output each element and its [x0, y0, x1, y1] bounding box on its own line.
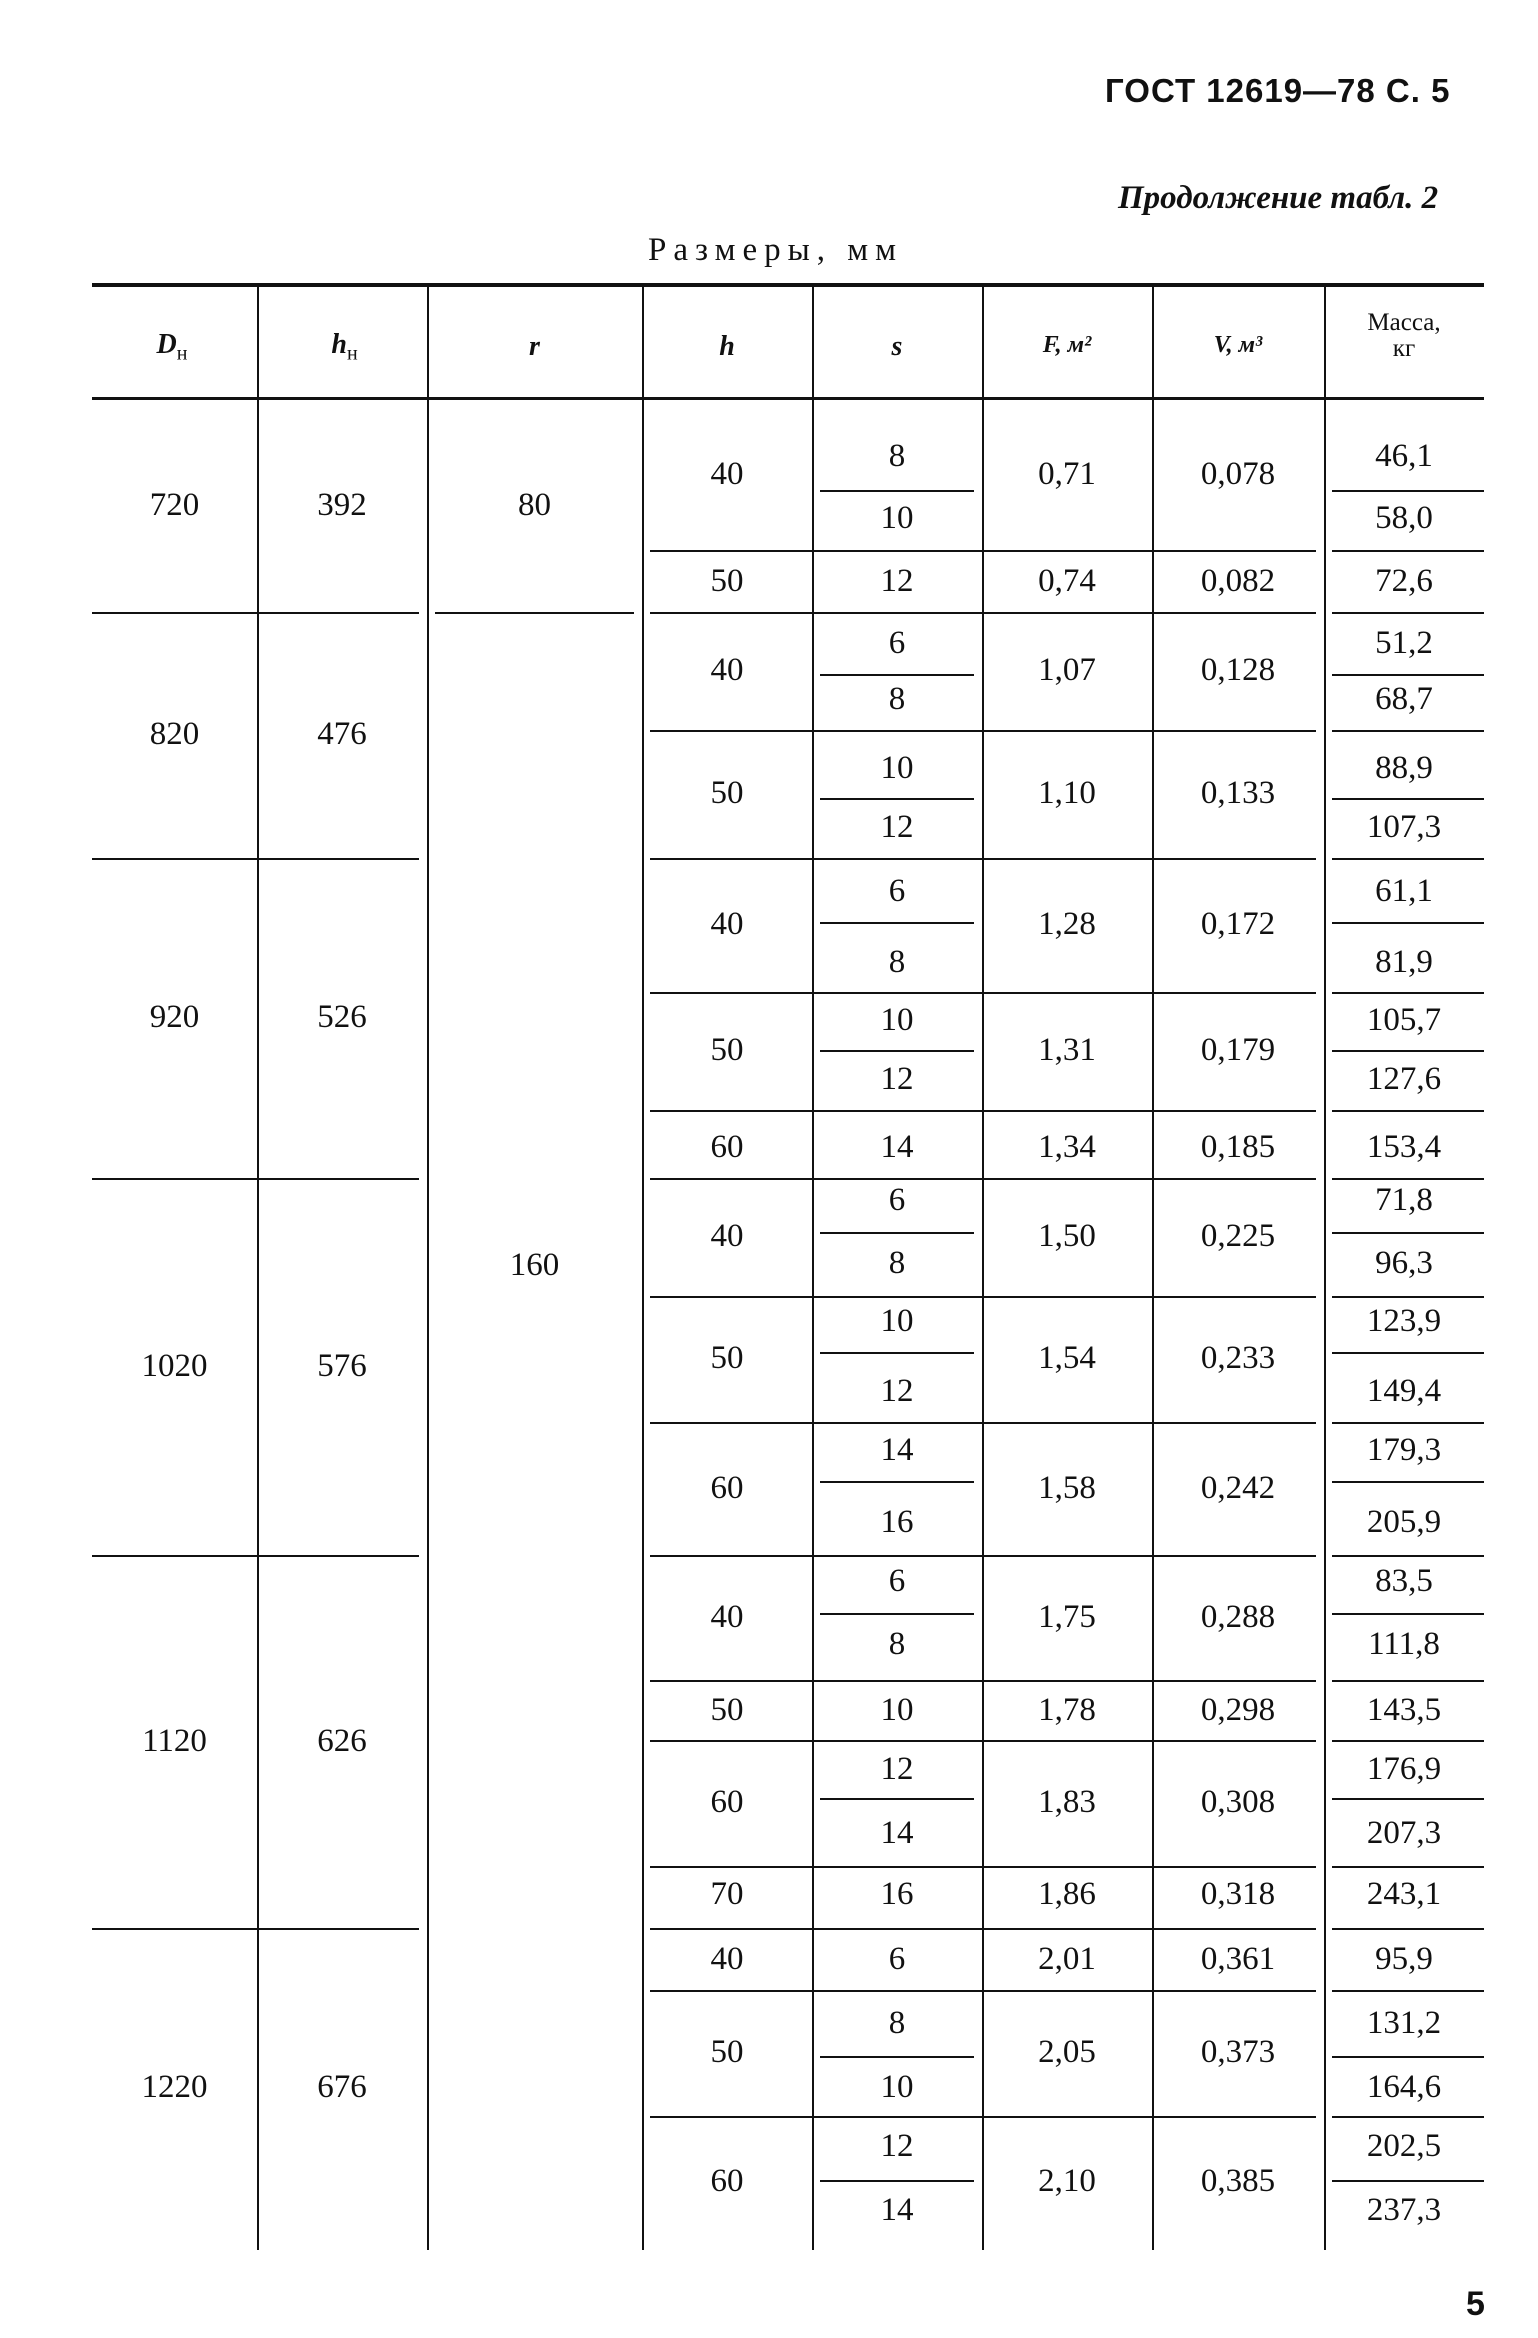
cell-area-f: 2,10 [1038, 2163, 1096, 2199]
cell-h: 70 [710, 1876, 744, 1912]
cell-mass: 111,8 [1368, 1626, 1440, 1662]
cell-area-f: 1,75 [1038, 1598, 1096, 1635]
h-group-rule [650, 612, 1316, 614]
cell-wall-s: 12 [880, 2128, 914, 2164]
cell-r: 160 [509, 1247, 560, 1284]
standard-header: ГОСТ 12619—78 С. 5 [1105, 72, 1451, 109]
cell-mass: 81,9 [1375, 944, 1433, 980]
cell-wall-s: 16 [880, 1876, 914, 1912]
cell-area-f: 1,34 [1038, 1129, 1096, 1165]
cell-wall-s: 16 [880, 1504, 914, 1540]
cell-volume-v: 0,385 [1200, 2163, 1276, 2199]
mass-row-rule [1332, 490, 1484, 492]
cell-wall-s: 10 [880, 750, 914, 786]
s-row-rule [820, 1798, 974, 1800]
cell-mass: 96,3 [1375, 1245, 1433, 1281]
s-row-rule [820, 2056, 974, 2058]
mass-row-rule [1332, 798, 1484, 800]
table-header-rule [92, 397, 1484, 400]
mass-row-rule [1332, 612, 1484, 614]
column-divider [812, 283, 814, 2250]
s-row-rule [820, 1296, 974, 1298]
cell-h: 40 [710, 652, 744, 688]
s-row-rule [820, 612, 974, 614]
cell-volume-v: 0,373 [1200, 2034, 1276, 2070]
cell-volume-v: 0,318 [1200, 1876, 1276, 1912]
cell-mass: 243,1 [1366, 1876, 1442, 1912]
s-row-rule [820, 1110, 974, 1112]
cell-h: 40 [710, 1598, 744, 1635]
cell-volume-v: 0,288 [1200, 1598, 1276, 1635]
mass-row-rule [1332, 2056, 1484, 2058]
cell-volume-v: 0,179 [1200, 1032, 1276, 1068]
column-divider [257, 283, 259, 2250]
cell-wall-s: 14 [880, 1129, 914, 1165]
dn-group-rule [92, 858, 419, 860]
page-number: 5 [1466, 2285, 1485, 2323]
col-header-hn: $h_н$ [331, 329, 358, 365]
cell-wall-s: 10 [880, 1303, 914, 1339]
cell-wall-s: 10 [880, 2069, 914, 2105]
cell-h: 40 [710, 906, 744, 942]
col-header-dn: $D_н$ [156, 329, 188, 365]
cell-r: 80 [518, 487, 551, 523]
cell-mass: 205,9 [1366, 1504, 1442, 1540]
cell-area-f: 1,10 [1038, 775, 1096, 811]
s-row-rule [820, 1178, 974, 1180]
mass-row-rule [1332, 550, 1484, 552]
col-header-mass: Масса, кг [1367, 309, 1441, 363]
mass-row-rule [1332, 1613, 1484, 1615]
cell-wall-s: 8 [888, 681, 906, 717]
cell-mass: 149,4 [1366, 1373, 1442, 1409]
h-group-rule [650, 1296, 1316, 1298]
col-header-h: h [719, 331, 735, 362]
cell-volume-v: 0,133 [1200, 775, 1276, 811]
cell-mass: 237,3 [1366, 2192, 1442, 2228]
col-header-v: V, м³ [1213, 332, 1263, 358]
cell-h: 50 [710, 1692, 744, 1728]
h-group-rule [650, 1110, 1316, 1112]
cell-h: 50 [710, 1032, 744, 1068]
cell-wall-s: 10 [880, 1002, 914, 1038]
cell-mass: 95,9 [1375, 1941, 1433, 1977]
h-group-rule [650, 1422, 1316, 1424]
h-group-rule [650, 1740, 1316, 1742]
mass-row-rule [1332, 1352, 1484, 1354]
cell-mass: 83,5 [1375, 1563, 1433, 1599]
cell-volume-v: 0,082 [1200, 563, 1276, 599]
mass-row-rule [1332, 1990, 1484, 1992]
cell-wall-s: 8 [888, 1245, 906, 1281]
cell-area-f: 1,07 [1038, 652, 1096, 688]
cell-mass: 164,6 [1366, 2069, 1442, 2105]
s-row-rule [820, 1481, 974, 1483]
cell-mass: 61,1 [1375, 873, 1433, 909]
cell-h: 60 [710, 1469, 744, 1506]
cell-area-f: 1,31 [1038, 1032, 1096, 1068]
dn-group-rule [92, 1178, 419, 1180]
s-row-rule [820, 2180, 974, 2182]
mass-row-rule [1332, 1798, 1484, 1800]
cell-dn: 1120 [142, 1722, 207, 1759]
h-group-rule [650, 1555, 1316, 1557]
cell-wall-s: 8 [888, 1626, 906, 1662]
dn-group-rule [92, 1555, 419, 1557]
mass-row-rule [1332, 1050, 1484, 1052]
cell-area-f: 1,83 [1038, 1784, 1096, 1820]
mass-row-rule [1332, 2116, 1484, 2118]
cell-volume-v: 0,172 [1200, 906, 1276, 942]
col-header-f: F, м² [1042, 332, 1092, 358]
s-row-rule [820, 674, 974, 676]
sizes-caption: Размеры, мм [648, 232, 904, 268]
cell-area-f: 0,74 [1038, 563, 1096, 599]
s-row-rule [820, 730, 974, 732]
s-row-rule [820, 1680, 974, 1682]
mass-row-rule [1332, 922, 1484, 924]
s-row-rule [820, 490, 974, 492]
cell-area-f: 1,58 [1038, 1469, 1096, 1506]
cell-wall-s: 12 [880, 809, 914, 845]
cell-volume-v: 0,128 [1200, 652, 1276, 688]
mass-row-rule [1332, 674, 1484, 676]
cell-h: 60 [710, 1129, 744, 1165]
cell-mass: 51,2 [1375, 625, 1433, 661]
h-group-rule [650, 1178, 1316, 1180]
cell-mass: 131,2 [1366, 2005, 1442, 2041]
cell-wall-s: 14 [880, 1432, 914, 1468]
s-row-rule [820, 922, 974, 924]
s-row-rule [820, 992, 974, 994]
cell-area-f: 1,50 [1038, 1218, 1096, 1254]
s-row-rule [820, 1928, 974, 1930]
dn-group-rule [92, 612, 419, 614]
cell-hn: 392 [317, 487, 367, 523]
h-group-rule [650, 1680, 1316, 1682]
cell-wall-s: 6 [888, 1563, 906, 1599]
h-group-rule [650, 1866, 1316, 1868]
cell-mass: 46,1 [1375, 438, 1433, 474]
s-row-rule [820, 1555, 974, 1557]
cell-volume-v: 0,308 [1200, 1784, 1276, 1820]
cell-dn: 1020 [141, 1347, 208, 1384]
column-divider [427, 283, 429, 2250]
cell-volume-v: 0,225 [1200, 1218, 1276, 1254]
mass-row-rule [1332, 1232, 1484, 1234]
cell-mass: 123,9 [1366, 1303, 1442, 1339]
cell-mass: 143,5 [1366, 1692, 1442, 1728]
mass-row-rule [1332, 1422, 1484, 1424]
cell-hn: 626 [317, 1722, 367, 1759]
cell-mass: 107,3 [1366, 809, 1442, 845]
mass-row-rule [1332, 1555, 1484, 1557]
s-row-rule [820, 1232, 974, 1234]
cell-h: 50 [710, 2034, 744, 2070]
cell-wall-s: 8 [888, 944, 906, 980]
cell-mass: 176,9 [1366, 1751, 1442, 1787]
h-group-rule [650, 2116, 1316, 2118]
cell-area-f: 0,71 [1038, 456, 1096, 492]
column-divider [982, 283, 984, 2250]
cell-mass: 105,7 [1366, 1002, 1442, 1038]
h-group-rule [650, 1990, 1316, 1992]
cell-hn: 476 [317, 716, 367, 752]
h-group-rule [650, 992, 1316, 994]
cell-hn: 526 [317, 999, 367, 1035]
cell-dn: 920 [149, 999, 200, 1035]
col-header-s: s [891, 331, 903, 362]
cell-dn: 1220 [141, 2069, 208, 2105]
cell-volume-v: 0,233 [1200, 1340, 1276, 1376]
cell-volume-v: 0,078 [1200, 456, 1276, 492]
cell-mass: 72,6 [1375, 563, 1433, 599]
cell-hn: 576 [317, 1347, 367, 1384]
cell-h: 40 [710, 456, 744, 492]
h-group-rule [650, 858, 1316, 860]
cell-wall-s: 10 [880, 500, 914, 536]
cell-volume-v: 0,298 [1200, 1692, 1276, 1728]
mass-row-rule [1332, 992, 1484, 994]
cell-wall-s: 12 [880, 1061, 914, 1097]
mass-row-rule [1332, 2180, 1484, 2182]
cell-area-f: 1,78 [1038, 1692, 1096, 1728]
cell-h: 50 [710, 563, 744, 599]
cell-mass: 71,8 [1375, 1182, 1433, 1218]
mass-row-rule [1332, 1110, 1484, 1112]
h-group-rule [650, 730, 1316, 732]
cell-mass: 88,9 [1375, 750, 1433, 786]
col-header-r: r [529, 331, 540, 362]
cell-h: 60 [710, 2163, 744, 2199]
cell-hn: 676 [317, 2069, 367, 2105]
cell-h: 40 [710, 1941, 744, 1977]
cell-wall-s: 12 [880, 563, 914, 599]
cell-dn: 820 [149, 716, 200, 752]
cell-wall-s: 8 [888, 2005, 906, 2041]
r-group-rule [435, 612, 634, 614]
cell-wall-s: 6 [888, 873, 906, 909]
s-row-rule [820, 1866, 974, 1868]
cell-mass: 179,3 [1366, 1432, 1442, 1468]
s-row-rule [820, 2116, 974, 2118]
mass-row-rule [1332, 1740, 1484, 1742]
cell-volume-v: 0,185 [1200, 1129, 1276, 1165]
s-row-rule [820, 1352, 974, 1354]
cell-mass: 58,0 [1375, 500, 1433, 536]
cell-wall-s: 14 [880, 1815, 914, 1851]
cell-area-f: 2,05 [1038, 2034, 1096, 2070]
column-divider [642, 283, 644, 2250]
mass-row-rule [1332, 1928, 1484, 1930]
cell-mass: 202,5 [1366, 2128, 1442, 2164]
cell-h: 50 [710, 775, 744, 811]
s-row-rule [820, 1990, 974, 1992]
cell-mass: 153,4 [1366, 1129, 1442, 1165]
s-row-rule [820, 1422, 974, 1424]
mass-row-rule [1332, 858, 1484, 860]
cell-volume-v: 0,361 [1200, 1941, 1276, 1977]
dn-group-rule [92, 1928, 419, 1930]
cell-h: 40 [710, 1218, 744, 1254]
cell-wall-s: 12 [880, 1751, 914, 1787]
s-row-rule [820, 1050, 974, 1052]
cell-wall-s: 8 [888, 438, 906, 474]
cell-wall-s: 6 [888, 1182, 906, 1218]
cell-wall-s: 12 [880, 1373, 914, 1409]
table-top-rule [92, 283, 1484, 287]
s-row-rule [820, 1740, 974, 1742]
s-row-rule [820, 550, 974, 552]
h-group-rule [650, 1928, 1316, 1930]
cell-wall-s: 6 [888, 625, 906, 661]
mass-row-rule [1332, 1178, 1484, 1180]
mass-row-rule [1332, 1680, 1484, 1682]
cell-area-f: 1,54 [1038, 1340, 1096, 1376]
s-row-rule [820, 858, 974, 860]
mass-row-rule [1332, 1296, 1484, 1298]
mass-row-rule [1332, 1866, 1484, 1868]
s-row-rule [820, 1613, 974, 1615]
cell-mass: 68,7 [1375, 681, 1433, 717]
cell-mass: 127,6 [1366, 1061, 1442, 1097]
cell-area-f: 1,86 [1038, 1876, 1096, 1912]
s-row-rule [820, 798, 974, 800]
column-divider [1152, 283, 1154, 2250]
table-continuation-label: Продолжение табл. 2 [1118, 180, 1439, 216]
mass-row-rule [1332, 730, 1484, 732]
cell-dn: 720 [149, 487, 200, 523]
cell-area-f: 2,01 [1038, 1941, 1096, 1977]
cell-area-f: 1,28 [1038, 906, 1096, 942]
cell-wall-s: 14 [880, 2192, 914, 2228]
h-group-rule [650, 550, 1316, 552]
mass-row-rule [1332, 1481, 1484, 1483]
cell-mass: 207,3 [1366, 1815, 1442, 1851]
cell-volume-v: 0,242 [1200, 1469, 1276, 1506]
cell-wall-s: 10 [880, 1692, 914, 1728]
cell-wall-s: 6 [888, 1941, 906, 1977]
cell-h: 50 [710, 1340, 744, 1376]
cell-h: 60 [710, 1784, 744, 1820]
